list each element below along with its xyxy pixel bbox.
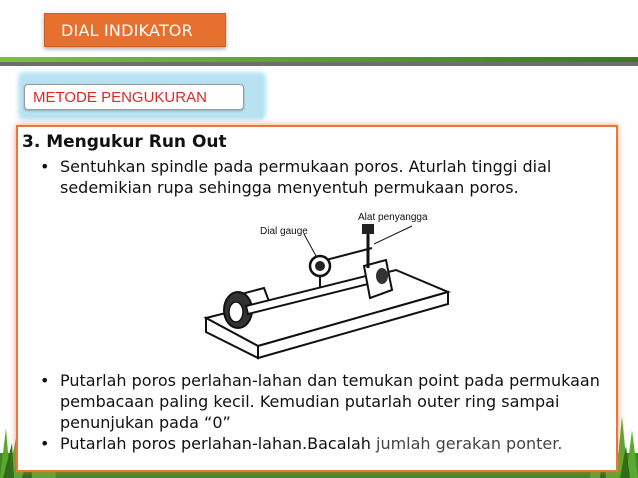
header-gray-stripe (0, 62, 638, 66)
bullet-dot: • (40, 434, 50, 453)
bullet-item-3 (40, 433, 620, 454)
bullet-text-3 (40, 433, 620, 454)
bullet-text-3-main: Putarlah poros perlahan-lahan.Bacalah (60, 434, 371, 453)
bullet-item-1 (40, 156, 620, 198)
figure-label-dial-gauge: Dial gauge (260, 226, 308, 237)
page-title: DIAL INDIKATOR (44, 13, 226, 47)
bullet-dot: • (40, 371, 50, 390)
method-label: METODE PENGUKURAN (24, 84, 244, 110)
section-heading: 3. Mengukur Run Out (22, 132, 227, 152)
bullet-dot: • (40, 157, 50, 176)
figure-label-support: Alat penyangga (358, 212, 428, 223)
dial-gauge-figure (186, 208, 456, 364)
bullet-text-2: Putarlah poros perlahan-lahan dan temukan point pada permukaan pembacaan paling kecil. Kemudian putarlah outer ring sampai penunjukan pada “0” (60, 371, 600, 432)
bullet-item-2 (40, 370, 620, 433)
bullet-text-3-tail: jumlah gerakan ponter. (376, 434, 563, 453)
bullet-text-1: Sentuhkan spindle pada permukaan poros. Aturlah tinggi dial sedemikian rupa sehingga menyentuh permukaan poros. (60, 157, 552, 197)
